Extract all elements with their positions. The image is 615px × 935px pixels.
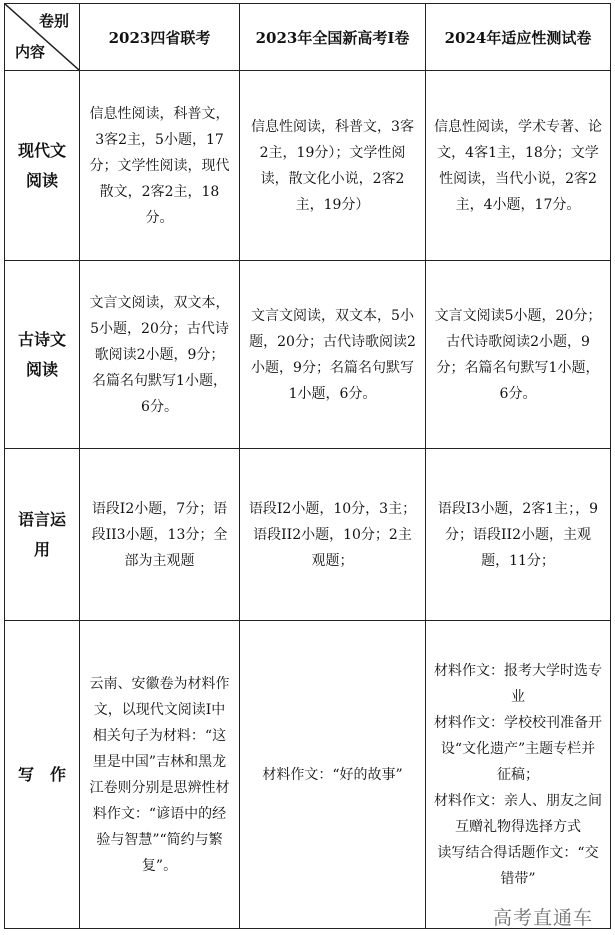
cell-text: 文言文阅读，双文本，5小题，20分；古代诗歌阅读2小题，9分；名篇名句默写1小题，6分。 <box>89 294 230 415</box>
cell-text: 语段I2小题，10分，3主；语段II2小题，10分；2主观题； <box>248 500 417 569</box>
cell-text: 读写结合得话题作文：“交错带” <box>437 844 599 887</box>
watermark-logo: 高考直通车 <box>492 907 593 929</box>
column-header: 2024年适应性测试卷 <box>426 4 611 71</box>
cell-text: 材料作文：报考大学时选专业 <box>434 662 602 705</box>
corner-label-content: 内容 <box>15 43 46 61</box>
cell-text: 文言文阅读5小题，20分；古代诗歌阅读2小题，9分；名篇名句默写1小题，6分。 <box>434 307 602 402</box>
table-row <box>5 449 611 621</box>
column-header: 2023四省联考 <box>80 4 240 71</box>
table-cell <box>426 71 611 261</box>
cell-text: 云南、安徽卷为材料作文，以现代文阅读I中相关句子为材料：“这里是中国”吉林和黑龙江卷则分别是思辨性材料作文：“谚语中的经验与智慧”“简约与繁复”。 <box>89 675 230 874</box>
table-cell <box>80 449 240 621</box>
row-header <box>5 621 80 929</box>
table-cell <box>80 621 240 929</box>
table-cell <box>426 261 611 449</box>
table-row <box>5 71 611 261</box>
header-row <box>5 4 611 71</box>
row-header <box>5 261 80 449</box>
table-cell <box>426 621 611 929</box>
table-cell <box>80 261 240 449</box>
row-header-label: 写 作 <box>17 764 66 784</box>
row-header-label: 古诗文阅读 <box>17 329 66 379</box>
cell-text: 语段I3小题，2客1主；，9分；语段II2小题，主观题，11分； <box>437 500 599 569</box>
cell-text: 材料作文：“好的故事” <box>262 766 403 783</box>
exam-comparison-table <box>4 3 611 929</box>
table-cell <box>240 449 426 621</box>
table-cell <box>426 449 611 621</box>
table-cell <box>240 71 426 261</box>
row-header <box>5 449 80 621</box>
table-row <box>5 621 611 929</box>
cell-text: 材料作文：学校校刊准备开设“文化遗产”主题专栏并征稿； <box>434 714 602 783</box>
corner-label-exam: 卷别 <box>38 12 69 30</box>
table-cell <box>80 71 240 261</box>
corner-cell <box>5 4 80 71</box>
row-header <box>5 71 80 261</box>
table-row <box>5 261 611 449</box>
row-header-label: 现代文阅读 <box>17 140 66 190</box>
cell-text: 文言文阅读，双文本，5小题，20分；古代诗歌阅读2小题，9分；名篇名句默写1小题，6分。 <box>249 307 416 402</box>
cell-text: 语段I2小题，7分；语段II3小题，13分；全部为主观题 <box>91 500 228 569</box>
column-header: 2023年全国新高考Ⅰ卷 <box>240 4 426 71</box>
table-cell <box>240 261 426 449</box>
table-cell <box>240 621 426 929</box>
cell-text: 信息性阅读，科普文，3客2主，19分）；文学性阅读，散文化小说，2客2主，19分） <box>251 118 414 213</box>
cell-text: 信息性阅读，学术专著、论文，4客1主，18分；文学性阅读，当代小说，2客2主，4小题，17分。 <box>434 118 602 213</box>
cell-text: 信息性阅读，科普文，3客2主，5小题，17分；文学性阅读，现代散文，2客2主，18分。 <box>89 105 230 226</box>
cell-text: 材料作文：亲人、朋友之间互赠礼物得选择方式 <box>434 792 602 835</box>
row-header-label: 语言运用 <box>17 509 66 559</box>
